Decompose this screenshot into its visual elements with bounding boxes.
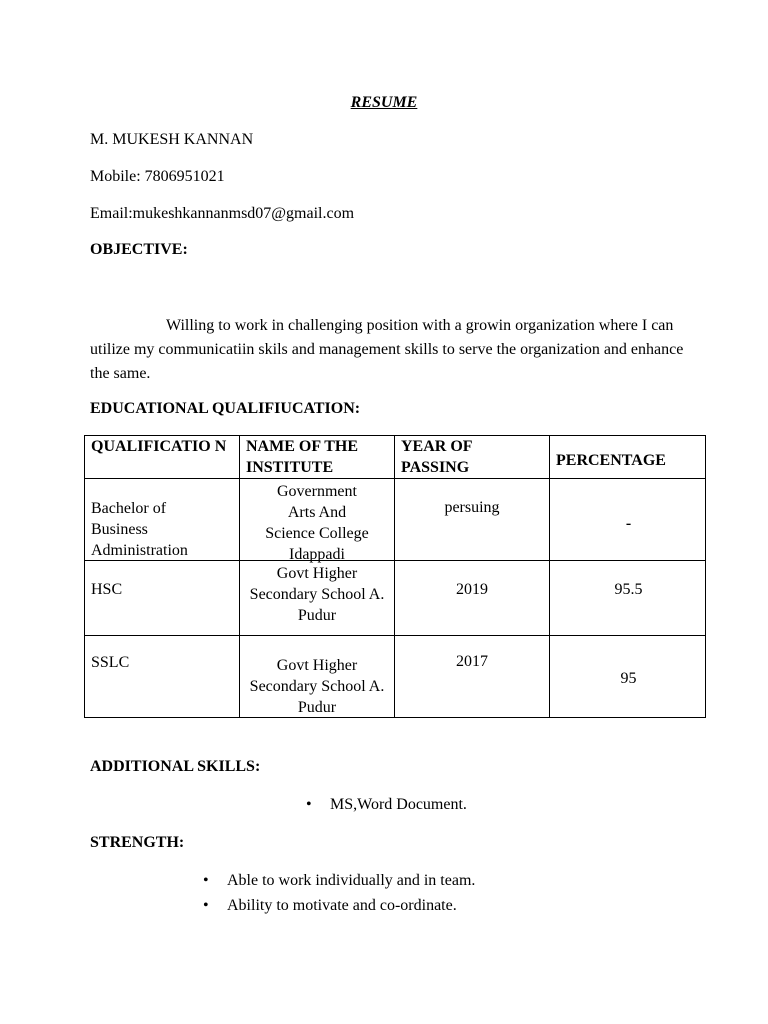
education-heading: EDUCATIONAL QUALIFIUCATION: bbox=[90, 400, 361, 417]
cell-year: persuing bbox=[395, 479, 550, 561]
email-line: Email:mukeshkannanmsd07@gmail.com bbox=[90, 205, 355, 222]
header-year: YEAR OF PASSING bbox=[395, 436, 550, 479]
table-row bbox=[85, 479, 706, 561]
cell-institute: Government Arts And Science College Idappadi bbox=[240, 479, 395, 561]
strength-heading: STRENGTH: bbox=[90, 834, 185, 851]
cell-qualification: SSLC bbox=[85, 636, 240, 718]
candidate-name: M. MUKESH KANNAN bbox=[90, 131, 254, 148]
header-percentage: PERCENTAGE bbox=[550, 436, 706, 479]
objective-paragraph: Willing to work in challenging position with a growin organization where I can utilize my communicatiin skils and management skills to serve the organization and enhance the same. bbox=[90, 317, 684, 382]
table-header-row bbox=[85, 436, 706, 479]
bullet-icon: • bbox=[203, 872, 209, 889]
bullet-icon: • bbox=[203, 897, 209, 914]
strength-text: Able to work individually and in team. bbox=[227, 872, 476, 889]
strength-text: Ability to motivate and co-ordinate. bbox=[227, 897, 457, 914]
mobile-line: Mobile: 7806951021 bbox=[90, 168, 225, 185]
cell-qualification: HSC bbox=[85, 561, 240, 636]
cell-percentage: - bbox=[550, 479, 706, 561]
skill-text: MS,Word Document. bbox=[330, 796, 467, 813]
header-institute: NAME OF THE INSTITUTE bbox=[240, 436, 395, 479]
cell-year: 2019 bbox=[395, 561, 550, 636]
objective-heading: OBJECTIVE: bbox=[90, 241, 188, 258]
table-row bbox=[85, 636, 706, 718]
table-row bbox=[85, 561, 706, 636]
cell-year: 2017 bbox=[395, 636, 550, 718]
skill-list-item bbox=[306, 796, 467, 814]
education-table bbox=[84, 435, 706, 718]
objective-text bbox=[90, 314, 690, 386]
header-qualification: QUALIFICATIO N bbox=[85, 436, 240, 479]
additional-skills-heading: ADDITIONAL SKILLS: bbox=[90, 758, 261, 775]
bullet-icon: • bbox=[306, 796, 312, 813]
cell-institute: Govt Higher Secondary School A. Pudur bbox=[240, 636, 395, 718]
resume-title: RESUME bbox=[350, 94, 418, 111]
cell-qualification: Bachelor of Business Administration bbox=[85, 479, 240, 561]
strength-list-item bbox=[203, 897, 457, 915]
strength-list-item bbox=[203, 872, 475, 890]
cell-percentage: 95 bbox=[550, 636, 706, 718]
cell-institute: Govt Higher Secondary School A. Pudur bbox=[240, 561, 395, 636]
cell-percentage: 95.5 bbox=[550, 561, 706, 636]
